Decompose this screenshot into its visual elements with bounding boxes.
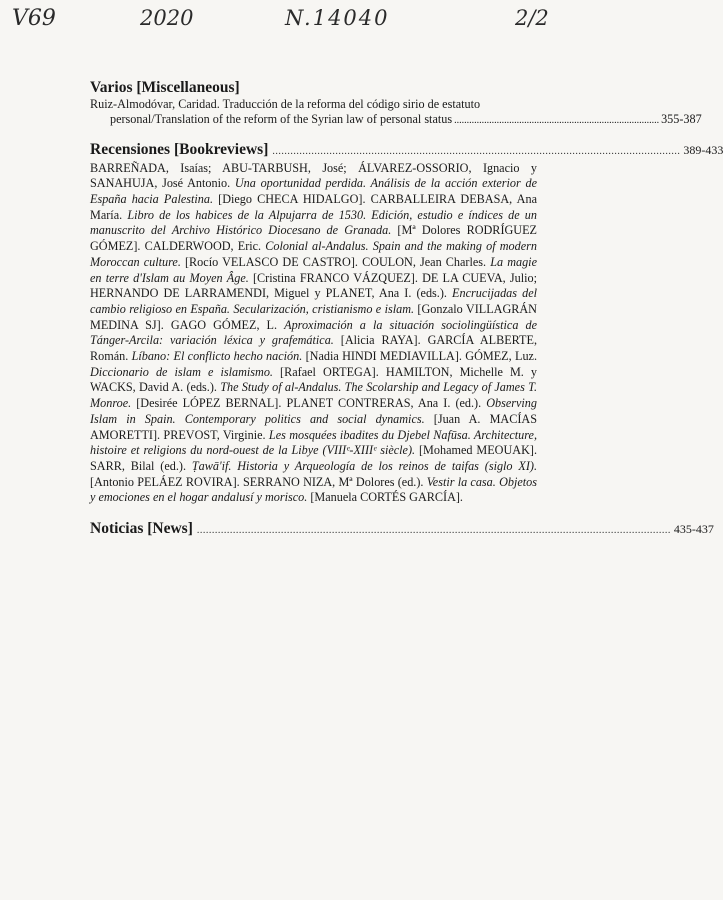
review-author: CALDERWOOD, Eric.	[144, 239, 266, 254]
page-range: 435-437	[673, 522, 714, 537]
review-title: Aproximación a la situación sociolingüística de Tánger-Arcila: variación léxica y grafemática.	[90, 317, 538, 348]
handwritten-year: 2020	[140, 6, 194, 30]
review-title: Observing Islam in Spain. Contemporary politics and social dynamics.	[90, 396, 537, 426]
review-reviewer: [Manuela CORTÉS GARCÍA].	[307, 490, 463, 505]
section-heading	[90, 520, 714, 538]
entry-line-text: personal/Translation of the reform of the Syrian law of personal status	[110, 112, 453, 127]
review-reviewer: [Mohamed MEOUAK].	[415, 443, 537, 458]
reviews-paragraph	[90, 161, 537, 506]
review-title: La magie en terre d'Islam au Moyen Âge.	[90, 254, 537, 285]
handwritten-fraction: 2/2	[515, 6, 549, 30]
review-author: COULON, Jean Charles.	[362, 254, 491, 269]
review-author: CARBALLEIRA DEBASA, Ana María.	[90, 192, 537, 222]
review-title: Encrucijadas del cambio religioso en España. Secularización, cristianismo e islam.	[90, 286, 537, 316]
review-reviewer: [Juan A. MACÍAS AMORETTI].	[90, 411, 537, 442]
handwritten-volume: V69	[12, 6, 56, 31]
handwritten-number: N.14040	[285, 6, 390, 30]
review-author: PLANET CONTRERAS, Ana I. (ed.).	[286, 396, 487, 411]
review-author: GARCÍA ALBERTE, Román.	[90, 333, 537, 364]
review-reviewer: [Mª Dolores RODRÍGUEZ GÓMEZ].	[90, 223, 537, 254]
entry-line-continued	[90, 112, 702, 128]
review-title: Libro de los habices de la Alpujarra de 1530. Edición, estudio e índices de un manuscrito del Archivo Histórico Diocesano de Granada.	[90, 207, 537, 238]
entry-line: Ruiz-Almodóvar, Caridad. Traducción de la reforma del código sirio de estatuto	[90, 97, 481, 111]
dot-leader: ..............................................................................................................................................................	[196, 525, 671, 537]
review-author: DE LA CUEVA, Julio; HERNANDO DE LARRAMENDI, Miguel y PLANET, Ana I. (eds.).	[90, 270, 537, 301]
section-title: Recensiones [Bookreviews]	[90, 140, 269, 158]
section-noticias	[90, 520, 714, 538]
review-author: PREVOST, Virginie.	[163, 427, 269, 442]
section-title: Noticias [News]	[90, 520, 193, 538]
review-title: The Study of al-Andalus. The Scolarship and Legacy of James T. Monroe.	[90, 380, 538, 411]
review-author: SARR, Bilal (ed.).	[90, 458, 192, 473]
section-heading	[90, 140, 723, 159]
review-title: Les mosquées ibadites du Djebel Nafūsa. Architecture, histoire et religions du nord-ouest de la Libye (VIIIᵉ-XIIIᵉ siècle).	[90, 427, 537, 458]
review-reviewer: [Antonio PELÁEZ ROVIRA].	[90, 474, 243, 489]
review-author: SERRANO NIZA, Mª Dolores (ed.).	[242, 474, 427, 489]
review-reviewer: [Nadia HINDI MEDIAVILLA].	[302, 349, 466, 364]
review-title: Diccionario de islam e islamismo.	[90, 364, 273, 379]
review-reviewer: [Diego CHECA HIDALGO].	[213, 192, 371, 206]
review-author: GAGO GÓMEZ, L.	[170, 317, 285, 332]
page-range: 389-433	[683, 142, 723, 157]
page-range: 355-387	[661, 112, 702, 127]
review-reviewer: [Cristina FRANCO VÁZQUEZ].	[248, 270, 423, 285]
section-varios	[90, 79, 702, 129]
review-title: Vestir la casa. Objetos y emociones en el hogar andalusí y morisco.	[90, 474, 537, 505]
section-heading	[90, 79, 537, 97]
review-author: HAMILTON, Michelle M. y WACKS, David A. (eds.).	[90, 364, 538, 395]
review-reviewer: [Rafael ORTEGA].	[272, 364, 386, 379]
section-title: Varios [Miscellaneous]	[90, 79, 240, 96]
review-reviewer: [Gonzalo VILLAGRÁN MEDINA SJ].	[90, 301, 537, 332]
section-recensiones	[90, 140, 723, 506]
review-reviewer: [Alicia RAYA].	[333, 333, 428, 348]
review-reviewer: [Rocío VELASCO DE CASTRO].	[180, 254, 363, 269]
review-title: Colonial al-Andalus. Spain and the making of modern Moroccan culture.	[90, 239, 537, 269]
dot-leader: ..................................................................................	[454, 115, 660, 127]
review-title: Ṭawā'if. Historia y Arqueología de los reinos de taifas (siglo XI).	[191, 458, 537, 473]
list-item	[90, 97, 702, 129]
review-title: Una oportunidad perdida. Análisis de la acción exterior de España hacia Palestina.	[90, 176, 537, 206]
table-of-contents	[90, 79, 723, 538]
review-reviewer: [Desirée LÓPEZ BERNAL].	[131, 396, 287, 411]
review-author: GÓMEZ, Luz.	[465, 349, 537, 364]
review-title: Líbano: El conflicto hecho nación.	[131, 349, 303, 364]
dot-leader: ........................................................................................................................................	[272, 145, 681, 157]
review-author: BARREÑADA, Isaías; ABU-TARBUSH, José; ÁLVAREZ-OSSORIO, Ignacio y SANAHUJA, José Antonio.	[90, 160, 537, 191]
